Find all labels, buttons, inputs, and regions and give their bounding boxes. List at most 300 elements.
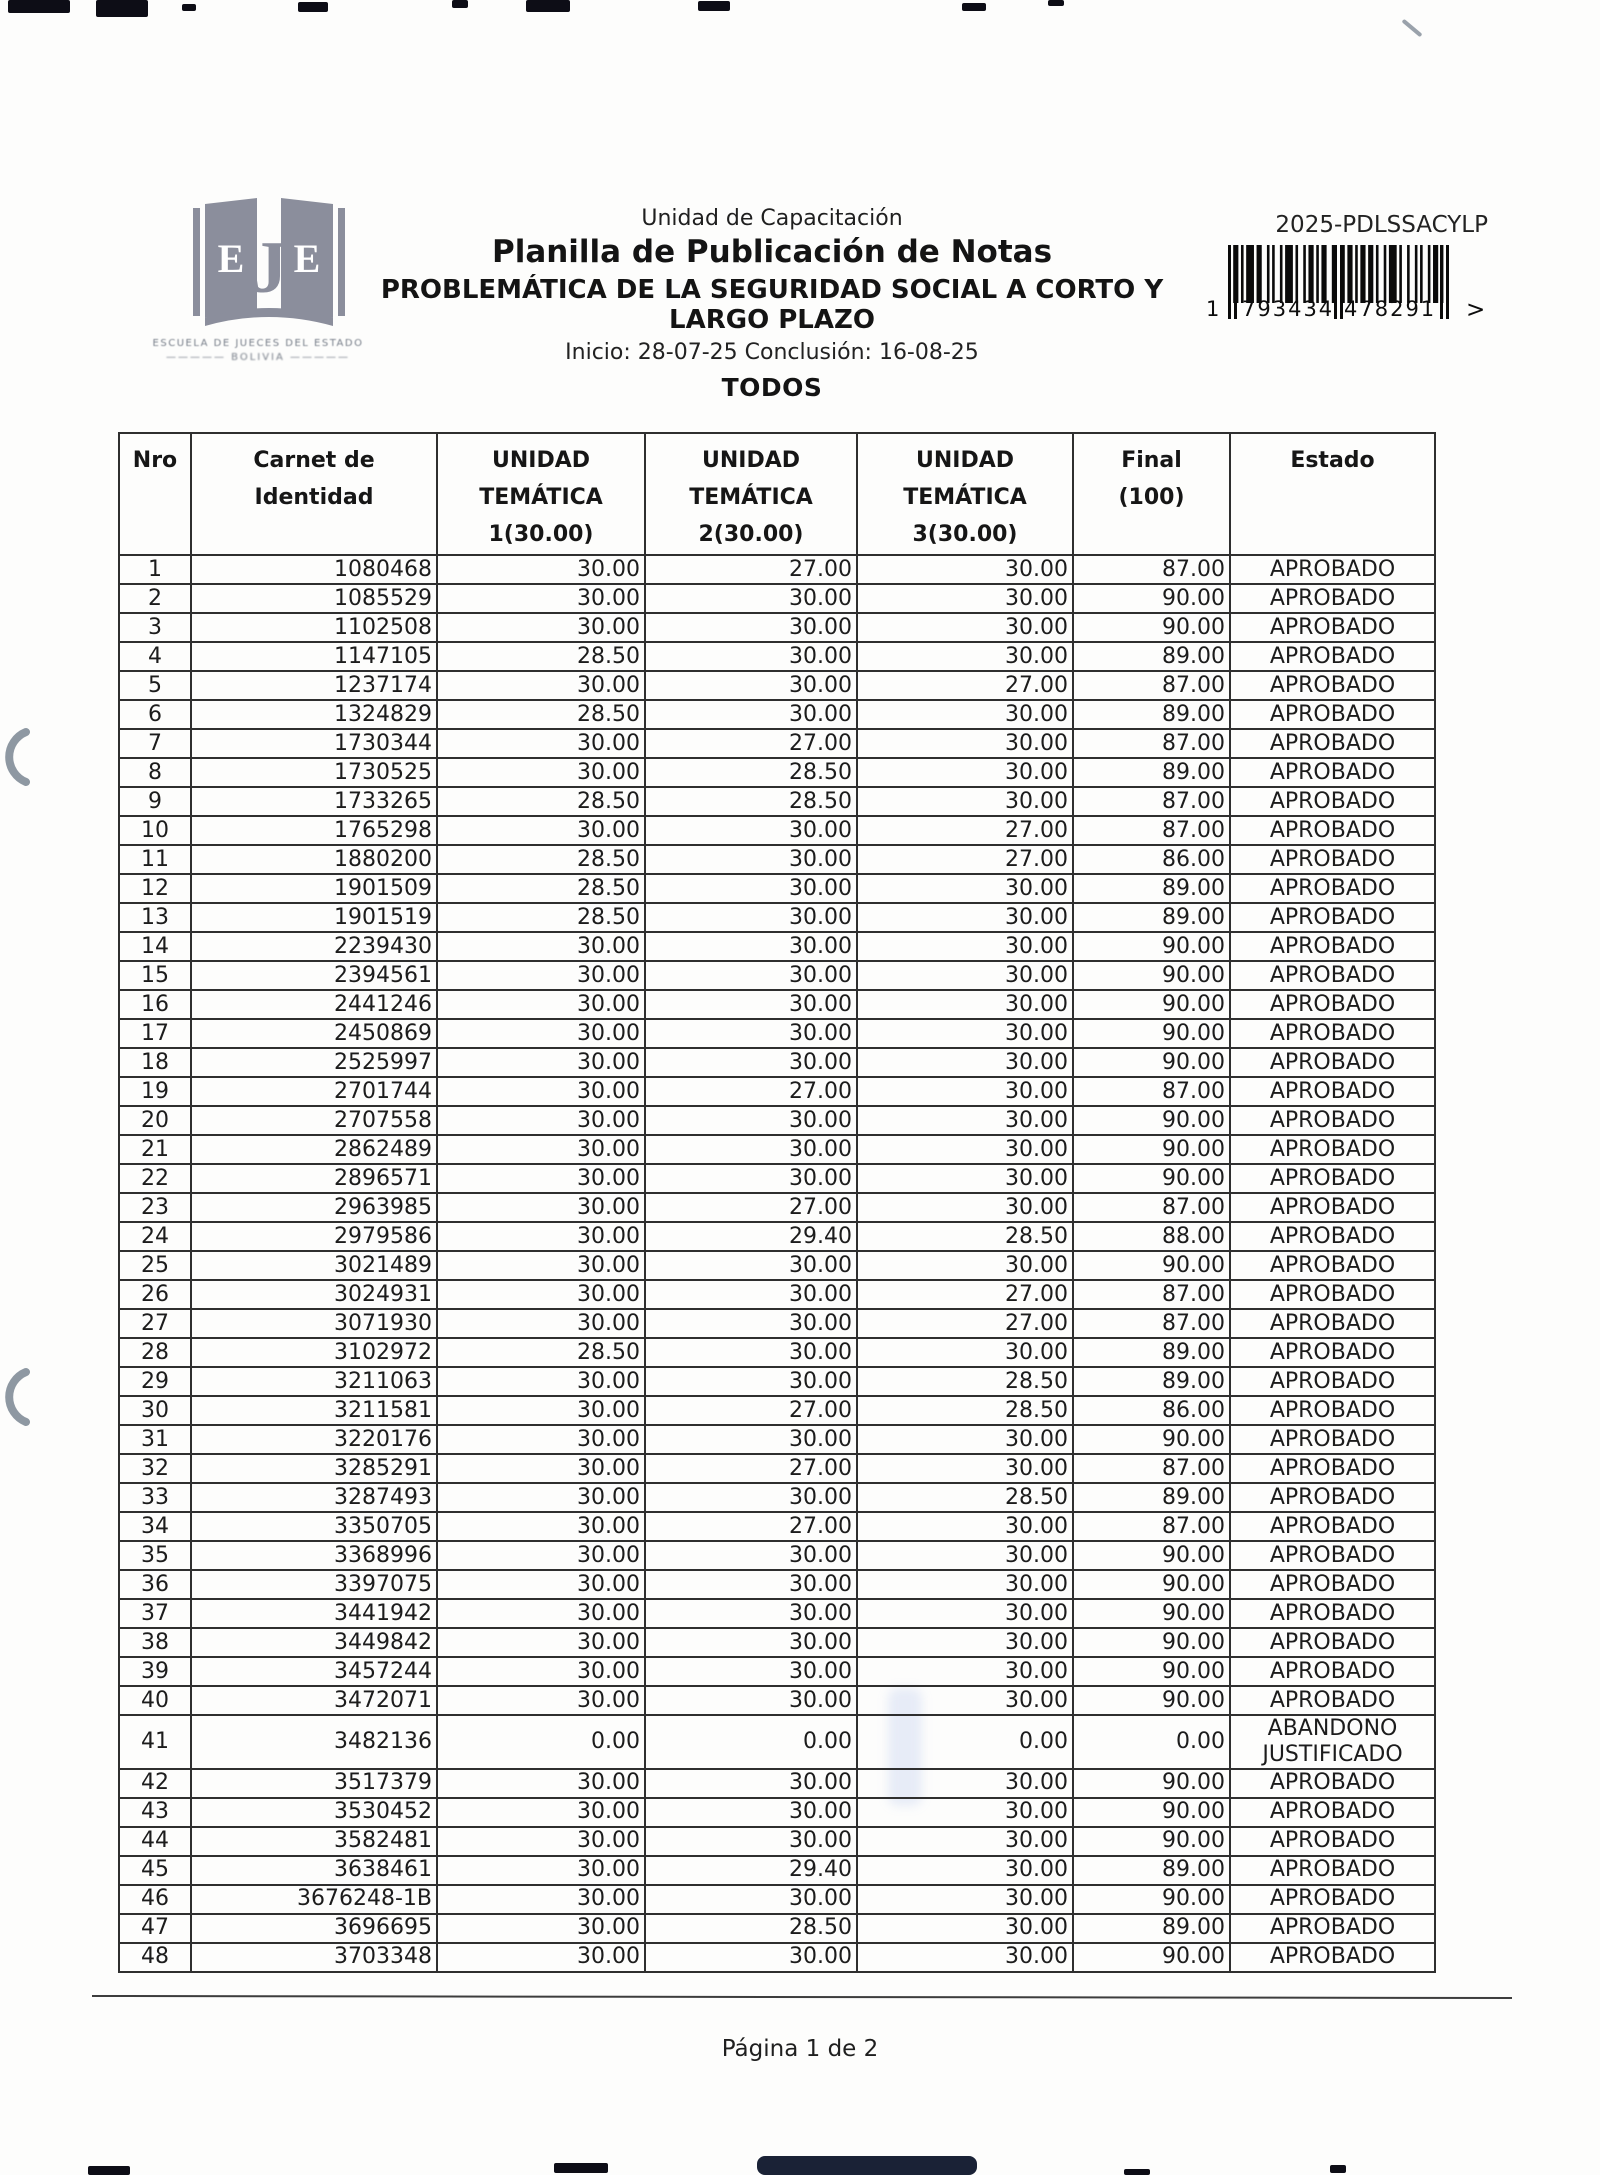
row-number-cell: 34 bbox=[119, 1512, 191, 1541]
unit1-score-cell: 30.00 bbox=[437, 1570, 645, 1599]
row-number-cell: 44 bbox=[119, 1827, 191, 1856]
identity-card-cell: 2862489 bbox=[191, 1135, 437, 1164]
logo-caption: ESCUELA DE JUECES DEL ESTADO bbox=[152, 338, 364, 349]
unit3-score-cell: 30.00 bbox=[857, 1769, 1073, 1798]
unit3-score-cell: 30.00 bbox=[857, 1686, 1073, 1715]
unit1-score-cell: 30.00 bbox=[437, 1769, 645, 1798]
scan-artifact bbox=[1124, 2169, 1150, 2175]
table-header-row bbox=[119, 433, 1435, 555]
unit3-score-cell: 30.00 bbox=[857, 700, 1073, 729]
identity-card-cell: 3021489 bbox=[191, 1251, 437, 1280]
table-row bbox=[119, 1164, 1435, 1193]
table-row bbox=[119, 1798, 1435, 1827]
logo-caption-country: ————— BOLIVIA ————— bbox=[165, 352, 351, 363]
row-number-cell: 7 bbox=[119, 729, 191, 758]
final-score-cell: 90.00 bbox=[1073, 1106, 1230, 1135]
table-row bbox=[119, 1914, 1435, 1943]
final-score-cell: 90.00 bbox=[1073, 1251, 1230, 1280]
reference-block bbox=[1150, 212, 1510, 323]
grades-table bbox=[118, 432, 1436, 1973]
unit1-score-cell: 28.50 bbox=[437, 787, 645, 816]
barcode bbox=[1206, 245, 1486, 323]
identity-card-cell: 3449842 bbox=[191, 1628, 437, 1657]
identity-card-cell: 3071930 bbox=[191, 1309, 437, 1338]
row-number-cell: 16 bbox=[119, 990, 191, 1019]
svg-text:E: E bbox=[293, 236, 321, 281]
status-cell: APROBADO bbox=[1230, 1367, 1435, 1396]
final-score-cell: 89.00 bbox=[1073, 700, 1230, 729]
unit1-score-cell: 30.00 bbox=[437, 671, 645, 700]
final-score-cell: 88.00 bbox=[1073, 1222, 1230, 1251]
status-cell: APROBADO bbox=[1230, 1280, 1435, 1309]
unit3-score-cell: 30.00 bbox=[857, 1077, 1073, 1106]
final-score-cell: 87.00 bbox=[1073, 729, 1230, 758]
table-row bbox=[119, 1769, 1435, 1798]
unit2-score-cell: 30.00 bbox=[645, 816, 857, 845]
final-score-cell: 87.00 bbox=[1073, 1512, 1230, 1541]
status-cell: APROBADO bbox=[1230, 1077, 1435, 1106]
unit1-score-cell: 30.00 bbox=[437, 1798, 645, 1827]
final-score-cell: 87.00 bbox=[1073, 1309, 1230, 1338]
table-row bbox=[119, 961, 1435, 990]
unit1-score-cell: 30.00 bbox=[437, 758, 645, 787]
unit2-score-cell: 30.00 bbox=[645, 932, 857, 961]
unit2-score-cell: 30.00 bbox=[645, 1885, 857, 1914]
row-number-cell: 38 bbox=[119, 1628, 191, 1657]
table-row bbox=[119, 584, 1435, 613]
identity-card-cell: 2239430 bbox=[191, 932, 437, 961]
unit1-score-cell: 28.50 bbox=[437, 642, 645, 671]
row-number-cell: 47 bbox=[119, 1914, 191, 1943]
row-number-cell: 11 bbox=[119, 845, 191, 874]
identity-card-cell: 3441942 bbox=[191, 1599, 437, 1628]
unit3-score-cell: 30.00 bbox=[857, 1512, 1073, 1541]
identity-card-cell: 3482136 bbox=[191, 1715, 437, 1769]
status-cell: APROBADO bbox=[1230, 555, 1435, 584]
status-cell: APROBADO bbox=[1230, 990, 1435, 1019]
unit1-score-cell: 30.00 bbox=[437, 1077, 645, 1106]
table-row bbox=[119, 1135, 1435, 1164]
unit3-score-cell: 30.00 bbox=[857, 1251, 1073, 1280]
final-score-cell: 87.00 bbox=[1073, 787, 1230, 816]
status-cell: APROBADO bbox=[1230, 584, 1435, 613]
row-number-cell: 41 bbox=[119, 1715, 191, 1769]
scan-artifact bbox=[698, 1, 730, 11]
final-score-cell: 87.00 bbox=[1073, 1280, 1230, 1309]
unit2-score-cell: 30.00 bbox=[645, 584, 857, 613]
status-cell: APROBADO bbox=[1230, 1019, 1435, 1048]
unit1-score-cell: 30.00 bbox=[437, 816, 645, 845]
unit2-score-cell: 27.00 bbox=[645, 1454, 857, 1483]
table-row bbox=[119, 642, 1435, 671]
status-cell: APROBADO bbox=[1230, 700, 1435, 729]
unit3-score-cell: 30.00 bbox=[857, 1425, 1073, 1454]
final-score-cell: 90.00 bbox=[1073, 961, 1230, 990]
unit1-score-cell: 30.00 bbox=[437, 1599, 645, 1628]
unit2-score-cell: 30.00 bbox=[645, 1280, 857, 1309]
barcode-lead-digit: 1 bbox=[1206, 297, 1222, 321]
status-cell: APROBADO bbox=[1230, 1251, 1435, 1280]
table-row bbox=[119, 1827, 1435, 1856]
identity-card-cell: 1765298 bbox=[191, 816, 437, 845]
row-number-cell: 15 bbox=[119, 961, 191, 990]
unit3-score-cell: 27.00 bbox=[857, 1280, 1073, 1309]
final-score-cell: 90.00 bbox=[1073, 1425, 1230, 1454]
row-number-cell: 45 bbox=[119, 1856, 191, 1885]
final-score-cell: 90.00 bbox=[1073, 1019, 1230, 1048]
unit1-score-cell: 30.00 bbox=[437, 1106, 645, 1135]
final-score-cell: 90.00 bbox=[1073, 1628, 1230, 1657]
scan-artifact bbox=[452, 0, 468, 8]
unit3-score-cell: 30.00 bbox=[857, 584, 1073, 613]
table-row bbox=[119, 1367, 1435, 1396]
unit2-score-cell: 30.00 bbox=[645, 1541, 857, 1570]
final-score-cell: 90.00 bbox=[1073, 990, 1230, 1019]
table-row bbox=[119, 1885, 1435, 1914]
unit2-score-cell: 28.50 bbox=[645, 787, 857, 816]
status-cell: APROBADO bbox=[1230, 1943, 1435, 1972]
final-score-cell: 89.00 bbox=[1073, 903, 1230, 932]
final-score-cell: 89.00 bbox=[1073, 642, 1230, 671]
identity-card-cell: 3703348 bbox=[191, 1943, 437, 1972]
unit2-score-cell: 27.00 bbox=[645, 1193, 857, 1222]
scan-artifact bbox=[1330, 2165, 1346, 2173]
status-cell: ABANDONO JUSTIFICADO bbox=[1230, 1715, 1435, 1769]
final-score-cell: 90.00 bbox=[1073, 1798, 1230, 1827]
status-cell: APROBADO bbox=[1230, 1827, 1435, 1856]
final-score-cell: 86.00 bbox=[1073, 845, 1230, 874]
table-row bbox=[119, 1396, 1435, 1425]
final-score-cell: 90.00 bbox=[1073, 1827, 1230, 1856]
unit3-score-cell: 30.00 bbox=[857, 903, 1073, 932]
unit1-score-cell: 0.00 bbox=[437, 1715, 645, 1769]
status-cell: APROBADO bbox=[1230, 1222, 1435, 1251]
row-number-cell: 31 bbox=[119, 1425, 191, 1454]
unit1-score-cell: 28.50 bbox=[437, 845, 645, 874]
identity-card-cell: 2963985 bbox=[191, 1193, 437, 1222]
status-cell: APROBADO bbox=[1230, 845, 1435, 874]
status-cell: APROBADO bbox=[1230, 1885, 1435, 1914]
barcode-bars-icon bbox=[1228, 245, 1446, 303]
identity-card-cell: 2979586 bbox=[191, 1222, 437, 1251]
final-score-cell: 89.00 bbox=[1073, 1483, 1230, 1512]
unit2-score-cell: 30.00 bbox=[645, 1309, 857, 1338]
final-score-cell: 90.00 bbox=[1073, 932, 1230, 961]
identity-card-cell: 3102972 bbox=[191, 1338, 437, 1367]
unit3-score-cell: 30.00 bbox=[857, 1164, 1073, 1193]
unit3-score-cell: 30.00 bbox=[857, 1338, 1073, 1367]
scan-artifact bbox=[88, 2166, 130, 2175]
unit2-score-cell: 27.00 bbox=[645, 1512, 857, 1541]
status-cell: APROBADO bbox=[1230, 1914, 1435, 1943]
scan-artifact bbox=[554, 2163, 608, 2173]
unit2-score-cell: 27.00 bbox=[645, 729, 857, 758]
row-number-cell: 6 bbox=[119, 700, 191, 729]
table-row bbox=[119, 932, 1435, 961]
final-score-cell: 90.00 bbox=[1073, 1657, 1230, 1686]
final-score-cell: 89.00 bbox=[1073, 1914, 1230, 1943]
unit1-score-cell: 30.00 bbox=[437, 729, 645, 758]
final-score-cell: 90.00 bbox=[1073, 584, 1230, 613]
unit2-score-cell: 28.50 bbox=[645, 758, 857, 787]
unit3-score-cell: 28.50 bbox=[857, 1367, 1073, 1396]
unit1-score-cell: 30.00 bbox=[437, 1914, 645, 1943]
barcode-guard bbox=[1340, 245, 1343, 319]
row-number-cell: 25 bbox=[119, 1251, 191, 1280]
unit1-score-cell: 30.00 bbox=[437, 1251, 645, 1280]
barcode-guard bbox=[1446, 245, 1449, 319]
table-row bbox=[119, 1019, 1435, 1048]
punch-hole-mark bbox=[0, 1366, 34, 1428]
unit3-score-cell: 30.00 bbox=[857, 1628, 1073, 1657]
unit2-score-cell: 30.00 bbox=[645, 1048, 857, 1077]
unit1-score-cell: 30.00 bbox=[437, 1222, 645, 1251]
row-number-cell: 24 bbox=[119, 1222, 191, 1251]
unit3-score-cell: 27.00 bbox=[857, 845, 1073, 874]
page-title: Planilla de Publicación de Notas bbox=[491, 234, 1053, 271]
unit1-score-cell: 30.00 bbox=[437, 1483, 645, 1512]
document-header bbox=[344, 206, 1200, 403]
identity-card-cell: 1147105 bbox=[191, 642, 437, 671]
unit2-score-cell: 30.00 bbox=[645, 1483, 857, 1512]
barcode-guard bbox=[1234, 245, 1237, 319]
status-cell: APROBADO bbox=[1230, 1483, 1435, 1512]
final-score-cell: 89.00 bbox=[1073, 874, 1230, 903]
status-cell: APROBADO bbox=[1230, 1856, 1435, 1885]
unit2-score-cell: 30.00 bbox=[645, 1135, 857, 1164]
table-row bbox=[119, 1483, 1435, 1512]
table-row bbox=[119, 1512, 1435, 1541]
table-row bbox=[119, 1686, 1435, 1715]
row-number-cell: 43 bbox=[119, 1798, 191, 1827]
unit1-score-cell: 30.00 bbox=[437, 1309, 645, 1338]
barcode-guard bbox=[1334, 245, 1337, 319]
status-cell: APROBADO bbox=[1230, 1193, 1435, 1222]
unit1-score-cell: 30.00 bbox=[437, 555, 645, 584]
footer-rule bbox=[92, 1995, 1512, 1999]
status-cell: APROBADO bbox=[1230, 1338, 1435, 1367]
unit2-score-cell: 30.00 bbox=[645, 990, 857, 1019]
unit2-score-cell: 0.00 bbox=[645, 1715, 857, 1769]
status-cell: APROBADO bbox=[1230, 961, 1435, 990]
unit2-score-cell: 30.00 bbox=[645, 1251, 857, 1280]
scan-artifact bbox=[8, 0, 70, 13]
unit1-score-cell: 30.00 bbox=[437, 1628, 645, 1657]
final-score-cell: 90.00 bbox=[1073, 1599, 1230, 1628]
unit3-score-cell: 30.00 bbox=[857, 1599, 1073, 1628]
row-number-cell: 13 bbox=[119, 903, 191, 932]
status-cell: APROBADO bbox=[1230, 1309, 1435, 1338]
unit2-score-cell: 30.00 bbox=[645, 845, 857, 874]
identity-card-cell: 2441246 bbox=[191, 990, 437, 1019]
unit3-score-cell: 30.00 bbox=[857, 1798, 1073, 1827]
row-number-cell: 33 bbox=[119, 1483, 191, 1512]
unit1-score-cell: 30.00 bbox=[437, 1827, 645, 1856]
unit1-score-cell: 30.00 bbox=[437, 1657, 645, 1686]
eje-book-logo-icon bbox=[191, 196, 347, 330]
unit1-score-cell: 30.00 bbox=[437, 1943, 645, 1972]
unit2-score-cell: 30.00 bbox=[645, 1570, 857, 1599]
identity-card-cell: 1102508 bbox=[191, 613, 437, 642]
status-cell: APROBADO bbox=[1230, 1454, 1435, 1483]
unit3-score-cell: 30.00 bbox=[857, 990, 1073, 1019]
final-score-cell: 90.00 bbox=[1073, 1135, 1230, 1164]
status-cell: APROBADO bbox=[1230, 932, 1435, 961]
unit2-score-cell: 29.40 bbox=[645, 1856, 857, 1885]
final-score-cell: 87.00 bbox=[1073, 671, 1230, 700]
unit2-score-cell: 29.40 bbox=[645, 1222, 857, 1251]
final-score-cell: 90.00 bbox=[1073, 1541, 1230, 1570]
punch-hole-mark bbox=[0, 726, 34, 788]
unit3-score-cell: 30.00 bbox=[857, 874, 1073, 903]
table-row bbox=[119, 1338, 1435, 1367]
identity-card-cell: 3285291 bbox=[191, 1454, 437, 1483]
unit2-score-cell: 30.00 bbox=[645, 1827, 857, 1856]
identity-card-cell: 1730344 bbox=[191, 729, 437, 758]
status-cell: APROBADO bbox=[1230, 1425, 1435, 1454]
row-number-cell: 9 bbox=[119, 787, 191, 816]
table-row bbox=[119, 671, 1435, 700]
barcode-left-group: 793434 bbox=[1242, 297, 1335, 321]
status-cell: APROBADO bbox=[1230, 613, 1435, 642]
unit1-score-cell: 30.00 bbox=[437, 1193, 645, 1222]
row-number-cell: 32 bbox=[119, 1454, 191, 1483]
final-score-cell: 87.00 bbox=[1073, 816, 1230, 845]
unit1-score-cell: 30.00 bbox=[437, 1164, 645, 1193]
final-score-cell: 87.00 bbox=[1073, 1077, 1230, 1106]
row-number-cell: 28 bbox=[119, 1338, 191, 1367]
unit3-score-cell: 30.00 bbox=[857, 1048, 1073, 1077]
scan-artifact bbox=[1402, 19, 1423, 37]
status-cell: APROBADO bbox=[1230, 642, 1435, 671]
row-number-cell: 23 bbox=[119, 1193, 191, 1222]
final-score-cell: 90.00 bbox=[1073, 1943, 1230, 1972]
unit2-score-cell: 27.00 bbox=[645, 555, 857, 584]
status-cell: APROBADO bbox=[1230, 1048, 1435, 1077]
unit1-score-cell: 30.00 bbox=[437, 1135, 645, 1164]
final-score-cell: 90.00 bbox=[1073, 1164, 1230, 1193]
identity-card-cell: 3517379 bbox=[191, 1769, 437, 1798]
scan-artifact bbox=[182, 4, 196, 11]
table-row bbox=[119, 1106, 1435, 1135]
barcode-guard bbox=[1440, 245, 1443, 319]
table-row bbox=[119, 613, 1435, 642]
unit2-score-cell: 30.00 bbox=[645, 1019, 857, 1048]
unit3-score-cell: 30.00 bbox=[857, 1943, 1073, 1972]
table-row bbox=[119, 1570, 1435, 1599]
identity-card-cell: 1324829 bbox=[191, 700, 437, 729]
status-cell: APROBADO bbox=[1230, 1541, 1435, 1570]
status-cell: APROBADO bbox=[1230, 1798, 1435, 1827]
unit3-score-cell: 30.00 bbox=[857, 1570, 1073, 1599]
table-row bbox=[119, 845, 1435, 874]
unit3-score-cell: 30.00 bbox=[857, 1193, 1073, 1222]
table-row bbox=[119, 1657, 1435, 1686]
unit1-score-cell: 30.00 bbox=[437, 961, 645, 990]
row-number-cell: 3 bbox=[119, 613, 191, 642]
row-number-cell: 18 bbox=[119, 1048, 191, 1077]
column-header: Estado bbox=[1230, 433, 1435, 555]
unit2-score-cell: 30.00 bbox=[645, 1164, 857, 1193]
unit2-score-cell: 30.00 bbox=[645, 1657, 857, 1686]
column-header: UNIDAD TEMÁTICA 3(30.00) bbox=[857, 433, 1073, 555]
unit-label: Unidad de Capacitación bbox=[641, 206, 903, 231]
status-cell: APROBADO bbox=[1230, 671, 1435, 700]
identity-card-cell: 3696695 bbox=[191, 1914, 437, 1943]
table-row bbox=[119, 903, 1435, 932]
unit3-score-cell: 30.00 bbox=[857, 642, 1073, 671]
table-row bbox=[119, 1309, 1435, 1338]
row-number-cell: 26 bbox=[119, 1280, 191, 1309]
dates-line: Inicio: 28-07-25 Conclusión: 16-08-25 bbox=[565, 339, 979, 365]
identity-card-cell: 3582481 bbox=[191, 1827, 437, 1856]
row-number-cell: 14 bbox=[119, 932, 191, 961]
status-cell: APROBADO bbox=[1230, 1628, 1435, 1657]
unit1-score-cell: 30.00 bbox=[437, 1048, 645, 1077]
scan-artifact bbox=[757, 2156, 977, 2175]
row-number-cell: 35 bbox=[119, 1541, 191, 1570]
unit1-score-cell: 30.00 bbox=[437, 1367, 645, 1396]
scan-artifact bbox=[298, 2, 328, 12]
row-number-cell: 30 bbox=[119, 1396, 191, 1425]
unit2-score-cell: 30.00 bbox=[645, 1425, 857, 1454]
unit2-score-cell: 30.00 bbox=[645, 903, 857, 932]
row-number-cell: 12 bbox=[119, 874, 191, 903]
course-name: PROBLEMÁTICA DE LA SEGURIDAD SOCIAL A CORTO Y LARGO PLAZO bbox=[380, 274, 1164, 336]
unit1-score-cell: 30.00 bbox=[437, 1396, 645, 1425]
status-cell: APROBADO bbox=[1230, 1769, 1435, 1798]
unit3-score-cell: 30.00 bbox=[857, 1135, 1073, 1164]
status-cell: APROBADO bbox=[1230, 1135, 1435, 1164]
identity-card-cell: 1085529 bbox=[191, 584, 437, 613]
barcode-trailing-char: > bbox=[1466, 297, 1486, 323]
row-number-cell: 27 bbox=[119, 1309, 191, 1338]
unit2-score-cell: 30.00 bbox=[645, 874, 857, 903]
final-score-cell: 90.00 bbox=[1073, 1686, 1230, 1715]
identity-card-cell: 2450869 bbox=[191, 1019, 437, 1048]
unit1-score-cell: 30.00 bbox=[437, 1885, 645, 1914]
identity-card-cell: 3024931 bbox=[191, 1280, 437, 1309]
column-header: Nro bbox=[119, 433, 191, 555]
table-row bbox=[119, 1048, 1435, 1077]
status-cell: APROBADO bbox=[1230, 1599, 1435, 1628]
unit2-score-cell: 30.00 bbox=[645, 1769, 857, 1798]
unit3-score-cell: 28.50 bbox=[857, 1483, 1073, 1512]
final-score-cell: 89.00 bbox=[1073, 1367, 1230, 1396]
unit1-score-cell: 30.00 bbox=[437, 1019, 645, 1048]
final-score-cell: 90.00 bbox=[1073, 1769, 1230, 1798]
unit1-score-cell: 30.00 bbox=[437, 1686, 645, 1715]
unit3-score-cell: 30.00 bbox=[857, 1885, 1073, 1914]
unit3-score-cell: 30.00 bbox=[857, 1657, 1073, 1686]
unit1-score-cell: 30.00 bbox=[437, 1425, 645, 1454]
column-header: Carnet de Identidad bbox=[191, 433, 437, 555]
unit1-score-cell: 30.00 bbox=[437, 1856, 645, 1885]
unit3-score-cell: 27.00 bbox=[857, 671, 1073, 700]
table-row bbox=[119, 1280, 1435, 1309]
unit2-score-cell: 30.00 bbox=[645, 700, 857, 729]
unit1-score-cell: 28.50 bbox=[437, 700, 645, 729]
unit1-score-cell: 30.00 bbox=[437, 1541, 645, 1570]
status-cell: APROBADO bbox=[1230, 1164, 1435, 1193]
status-cell: APROBADO bbox=[1230, 816, 1435, 845]
identity-card-cell: 2701744 bbox=[191, 1077, 437, 1106]
scan-artifact bbox=[1048, 0, 1064, 6]
unit3-score-cell: 0.00 bbox=[857, 1715, 1073, 1769]
unit2-score-cell: 27.00 bbox=[645, 1077, 857, 1106]
institution-logo bbox=[148, 196, 368, 363]
unit1-score-cell: 30.00 bbox=[437, 1280, 645, 1309]
